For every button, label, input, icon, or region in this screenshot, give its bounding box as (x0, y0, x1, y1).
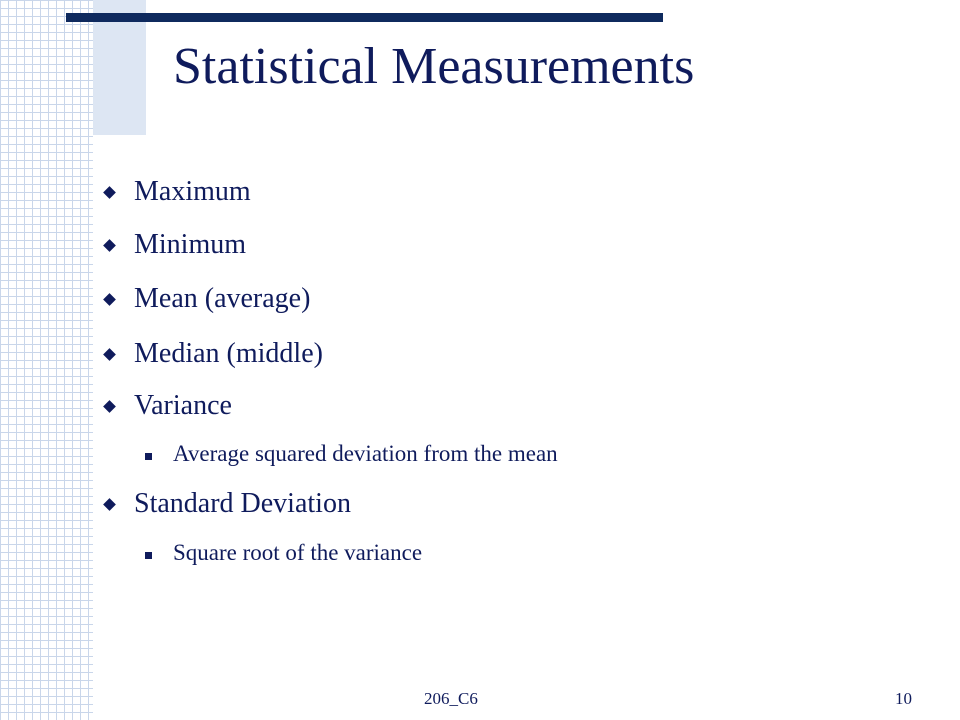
bullet-text: Median (middle) (134, 338, 323, 369)
sub-bullet-std-dev-definition (145, 538, 422, 568)
diamond-bullet-icon (103, 400, 116, 413)
diamond-bullet-icon (103, 293, 116, 306)
diamond-bullet-icon (103, 498, 116, 511)
bullet-maximum (100, 175, 251, 209)
square-bullet-icon (145, 552, 152, 559)
bullet-mean (100, 282, 310, 316)
bullet-text: Maximum (134, 176, 251, 207)
diamond-bullet-icon (103, 348, 116, 361)
bullet-variance (100, 389, 232, 423)
sub-bullet-text: Square root of the variance (173, 540, 423, 565)
footer-center-text: 206_C6 (424, 689, 478, 708)
bullet-minimum (100, 228, 246, 262)
bullet-text: Variance (134, 390, 232, 421)
diamond-bullet-icon (103, 186, 116, 199)
bullet-text: Standard Deviation (134, 488, 351, 519)
bullet-standard-deviation (100, 487, 351, 521)
sub-bullet-text: Average squared deviation from the mean (173, 441, 558, 466)
sub-bullet-variance-definition (145, 439, 558, 469)
slide-title: Statistical Measurements (173, 38, 695, 95)
bullet-median (100, 337, 323, 371)
square-bullet-icon (145, 453, 152, 460)
decorative-grid-strip (0, 0, 93, 720)
diamond-bullet-icon (103, 239, 116, 252)
title-accent-bar (66, 13, 663, 22)
page-number: 10 (895, 689, 912, 708)
bullet-text: Mean (average) (134, 283, 311, 314)
bullet-text: Minimum (134, 229, 247, 260)
